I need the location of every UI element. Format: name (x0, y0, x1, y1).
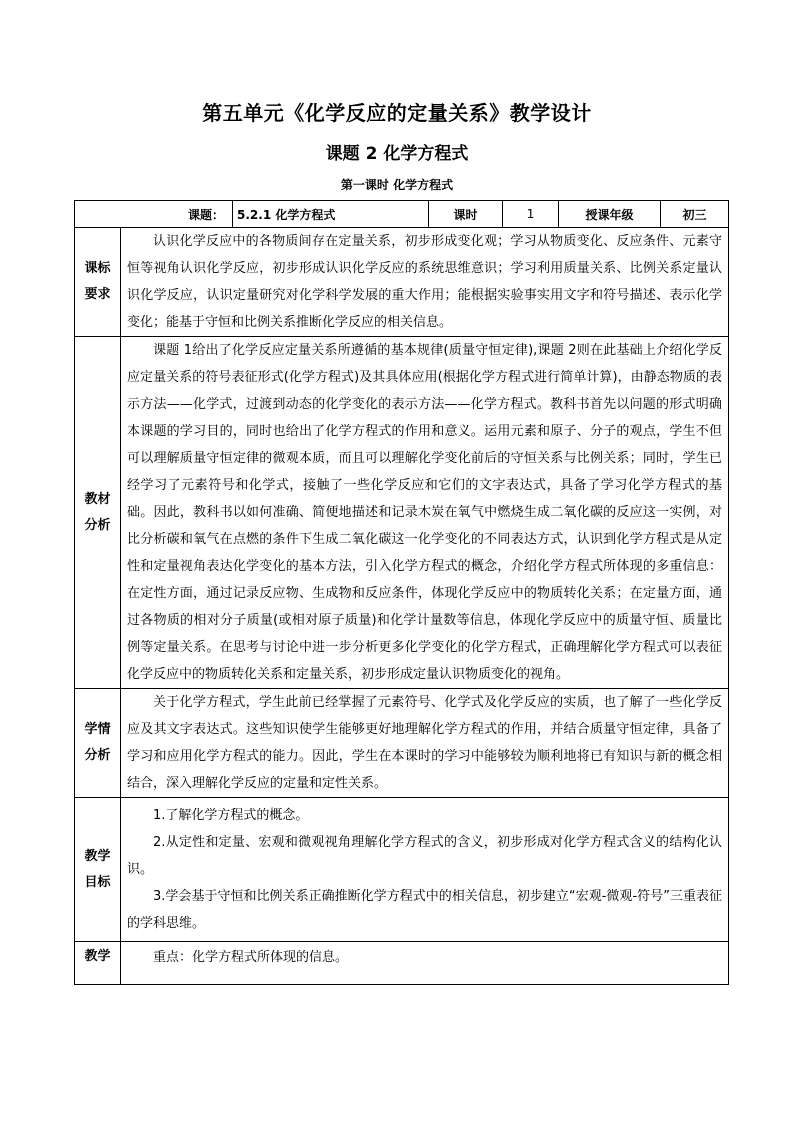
goals-label-line2: 目标 (84, 874, 111, 890)
standards-row (75, 228, 729, 337)
goal-item-2: 2.从定性和定量、宏观和微观视角理解化学方程式的含义，初步形成对化学方程式含义的结构化认识。 (127, 835, 723, 877)
teaching-plan-table (74, 200, 729, 985)
topic-value: 5.2.1 化学方程式 (233, 201, 429, 228)
standards-label (75, 228, 121, 337)
grade-label: 授课年级 (559, 201, 661, 228)
textbook-text: 课题 1给出了化学反应定量关系所遵循的基本规律(质量守恒定律),课题 2则在此基础上介绍化学反应定量关系的符号表征形式(化学方程式)及其具体应用(根据化学方程式进行简单计算)，由静态物质的表示方法——化学式，过渡到动态的化学变化的表示方法——化学方程式。教科书首先以问题的形式明确本课题的学习目的，同时也给出了化学方程式的作用和意义。运用元素和原子、分子的观点，学生不但可以理解质量守恒定律的微观本质，而且可以理解化学变化前后的守恒关系与比例关系；同时，学生已经学习了元素符号和化学式，接触了一些化学反应和它们的文字表达式，具备了学习化学方程式的基础。因此，教科书以如何准确、简便地描述和记录木炭在氧气中燃烧生成二氧化碳的反应这一实例，对比分析碳和氧气在点燃的条件下生成二氧化碳这一化学变化的不同表达方式，认识到化学方程式是从定性和定量视角表达化学变化的基本方法，引入化学方程式的概念，介绍化学方程式所体现的多重信息：在定性方面，通过记录反应物、生成物和反应条件，体现化学反应中的物质转化关系；在定量方面，通过各物质的相对分子质量(或相对原子质量)和化学计量数等信息，体现化学反应中的质量守恒、质量比例等定量关系。在思考与讨论中进一步分析更多化学变化的化学方程式，正确理解化学方程式可以表征化学反应中的物质转化关系和定量关系，初步形成定量认识物质变化的视角。 (127, 343, 723, 682)
standards-text: 认识化学反应中的各物质间存在定量关系，初步形成变化观；学习从物质变化、反应条件、元素守恒等视角认识化学反应，初步形成认识化学反应的系统思维意识；学习利用质量关系、比例关系定量认识化学反应，认识定量研究对化学科学发展的重大作用；能根据实验事实用文字和符号描述、表示化学变化；能基于守恒和比例关系推断化学反应的相关信息。 (127, 234, 723, 330)
hours-label: 课时 (429, 201, 503, 228)
standards-label-line2: 要求 (84, 287, 111, 302)
key-points-label (75, 942, 121, 985)
grade-value: 初三 (661, 201, 729, 228)
lesson-topic-title: 课题 2 化学方程式 (325, 144, 469, 164)
goal-item-3: 3.学会基于守恒和比例关系正确推断化学方程式中的相关信息，初步建立“宏观-微观-符号”三重表征的学科思维。 (127, 889, 723, 931)
standards-label-line1: 课标 (84, 261, 111, 276)
students-label-line1: 学情 (84, 722, 111, 737)
students-label (75, 689, 121, 798)
key-points-row (75, 942, 729, 985)
goals-label-line1: 教学 (84, 848, 111, 864)
hours-value: 1 (503, 201, 559, 228)
textbook-row (75, 337, 729, 689)
goals-row (75, 798, 729, 942)
students-text: 关于化学方程式，学生此前已经掌握了元素符号、化学式及化学反应的实质，也了解了一些化学反应及其文字表达式。这些知识使学生能够更好地理解化学方程式的作用，并结合质量守恒定律，具备了学习和应用化学方程式的能力。因此，学生在本课时的学习中能够较为顺利地将已有知识与新的概念相结合，深入理解化学反应的定量和定性关系。 (127, 695, 723, 791)
page-title: 第五单元《化学反应的定量关系》教学设计 (202, 101, 592, 125)
key-points-text: 重点：化学方程式所体现的信息。 (153, 950, 349, 965)
goals-label (75, 798, 121, 942)
lesson-period-title: 第一课时 化学方程式 (340, 178, 454, 192)
goal-item-1: 1.了解化学方程式的概念。 (153, 808, 309, 823)
students-label-line2: 分析 (84, 748, 111, 763)
key-points-content (121, 942, 729, 985)
key-points-label-line1: 教学 (84, 949, 111, 964)
topic-label: 课题： (75, 201, 233, 228)
students-content (121, 689, 729, 798)
textbook-label-line1: 教材 (84, 491, 111, 507)
students-row (75, 689, 729, 798)
goals-content (121, 798, 729, 942)
header-row (75, 201, 729, 228)
textbook-label-line2: 分析 (84, 517, 111, 533)
standards-content (121, 228, 729, 337)
textbook-label (75, 337, 121, 689)
textbook-content (121, 337, 729, 689)
